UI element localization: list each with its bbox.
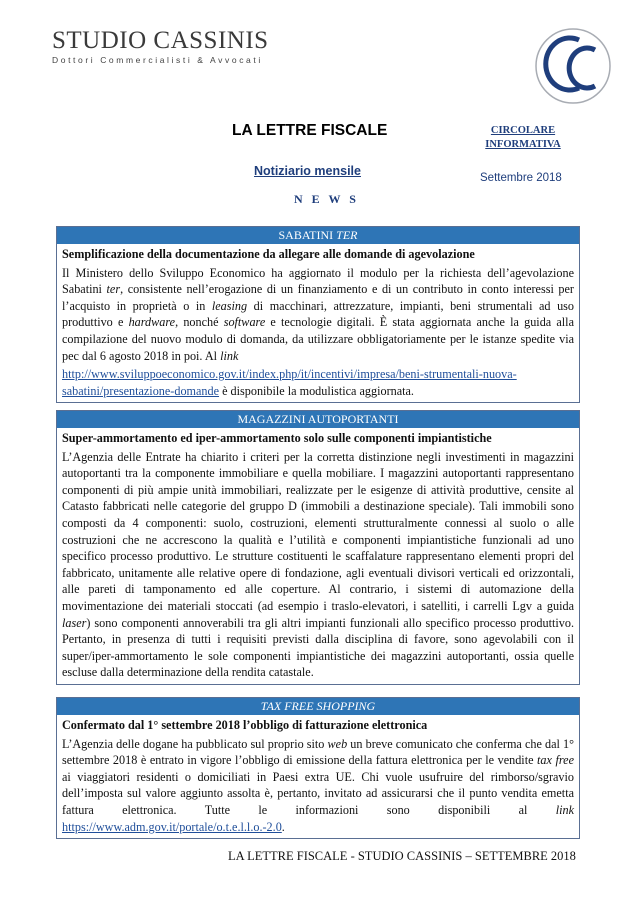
logo-subtitle: Dottori Commercialisti & Avvocati <box>52 55 263 65</box>
cc-emblem-icon <box>533 26 613 106</box>
issue-date: Settembre 2018 <box>480 172 562 184</box>
newsletter-title: LA LETTRE FISCALE <box>232 122 388 139</box>
section-body <box>57 244 579 402</box>
mise-link[interactable]: http://www.sviluppoeconomico.gov.it/index.php/it/incentivi/impresa/beni-strumentali-nuova-sabatini/presentazione-domande <box>62 367 517 398</box>
section-subheading: Super-ammortamento ed iper-ammortamento solo sulle componenti impiantistiche <box>62 431 492 445</box>
newsletter-subtitle: Notiziario mensile <box>254 164 361 178</box>
section-heading <box>57 227 579 244</box>
news-box-sabatini <box>56 226 580 403</box>
section-paragraph: L’Agenzia delle Entrate ha chiarito i criteri per la corretta distinzione negli investimenti in magazzini autoportanti tra la componente immobiliare e quella mobiliare. I magazzini autoportanti rappresentano componenti di più ampie unità immobiliari, realizzate per le esigenze di attività produttive, censite al Catasto fabbricati nelle categorie del gruppo D (immobili a destinazione speciale). Tali immobili sono composti da 4 componenti: suolo, costruzioni, elementi strutturalmente connessi al suolo o alle costruzioni che ne accrescono la qualità e l’utilità e componenti impiantistiche funzionali ad uno specifico processo produttivo. Le strutture costituenti le scaffalature rappresentano elementi propri del fabbricato, unitamente alle relative opere di fondazione, agli eventuali divisori verticali ed orizzontali, alle pareti di tamponamento ed alle coperture. Al contrario, i sistemi di automazione della movimentazione dei materiali stoccati (ad esempio i traslo-elevatori, i satelliti, i carrelli Lgv a guida laser) sono componenti annoverabili tra gli altri impianti funzionali allo specifico processo produttivo. Pertanto, in presenza di tutti i requisiti previsti dalla disciplina di favore, sono agevolabili con il super/iper-ammortamento le sole componenti impiantistiche dei magazzini autoportanti, ossia quelle escluse dalla determinazione della rendita catastale. <box>62 449 574 680</box>
page-footer: LA LETTRE FISCALE - STUDIO CASSINIS – SETTEMBRE 2018 <box>228 849 576 863</box>
section-heading-italic: TAX FREE SHOPPING <box>260 699 376 713</box>
circolare-line-1: CIRCOLARE <box>490 125 556 136</box>
section-subheading: Semplificazione della documentazione da allegare alle domande di agevolazione <box>62 247 475 261</box>
section-paragraph: Il Ministero dello Sviluppo Economico ha aggiornato il modulo per la richiesta dell’agevolazione Sabatini ter, consistente nell’erogazione di un finanziamento e di un contributo in conto interessi per l’acquisto in proprietà o in leasing di macchinari, attrezzature, impianti, beni strumentali ad uso produttivo e hardware, nonché software e tecnologie digitali. È stata aggiornata anche la guida alla compilazione del nuovo modulo di domanda, da utilizzare obbligatoriamente per le istanze spedite via pec dal 6 agosto 2018 in poi. Al link <box>62 265 575 363</box>
adm-link[interactable]: https://www.adm.gov.it/portale/o.t.e.l.l.o.-2.0 <box>62 819 282 834</box>
section-heading: MAGAZZINI AUTOPORTANTI <box>57 411 579 428</box>
studio-logo <box>52 28 269 65</box>
section-subheading: Confermato dal 1° settembre 2018 l’obbligo di fatturazione elettronica <box>62 718 428 732</box>
news-box-magazzini <box>56 410 580 685</box>
news-box-tax-free <box>56 697 580 839</box>
section-body <box>57 428 579 684</box>
section-heading-italic: TER <box>336 228 358 242</box>
circolare-line-2: INFORMATIVA <box>485 139 561 150</box>
section-body <box>57 715 579 838</box>
section-link-paragraph: http://www.sviluppoeconomico.gov.it/index.php/it/incentivi/impresa/beni-strumentali-nuova-sabatini/presentazione-domande è disponibile la modulistica aggiornata. <box>62 367 517 398</box>
section-heading <box>57 698 579 715</box>
logo-title: STUDIO CASSINIS <box>52 27 269 54</box>
section-paragraph: L’Agenzia delle dogane ha pubblicato sul proprio sito web un breve comunicato che conferma che dal 1° settembre 2018 è entrato in vigore l’obbligo di emissione della fattura elettronica per le vendite tax free ai viaggiatori residenti o domiciliati in Paesi extra UE. Chi vuole usufruire del rimborso/sgravio dell’imposta sul valore aggiunto assolta è, pertanto, invitato ad assicurarsi che il punto vendita emetta fattura elettronica. Tutte le informazioni sono disponibili al link https://www.adm.gov.it/portale/o.t.e.l.l.o.-2.0. <box>62 736 574 834</box>
news-label: N E W S <box>294 192 359 206</box>
circolare-informativa <box>480 124 566 152</box>
section-heading-text: SABATINI <box>278 228 337 242</box>
